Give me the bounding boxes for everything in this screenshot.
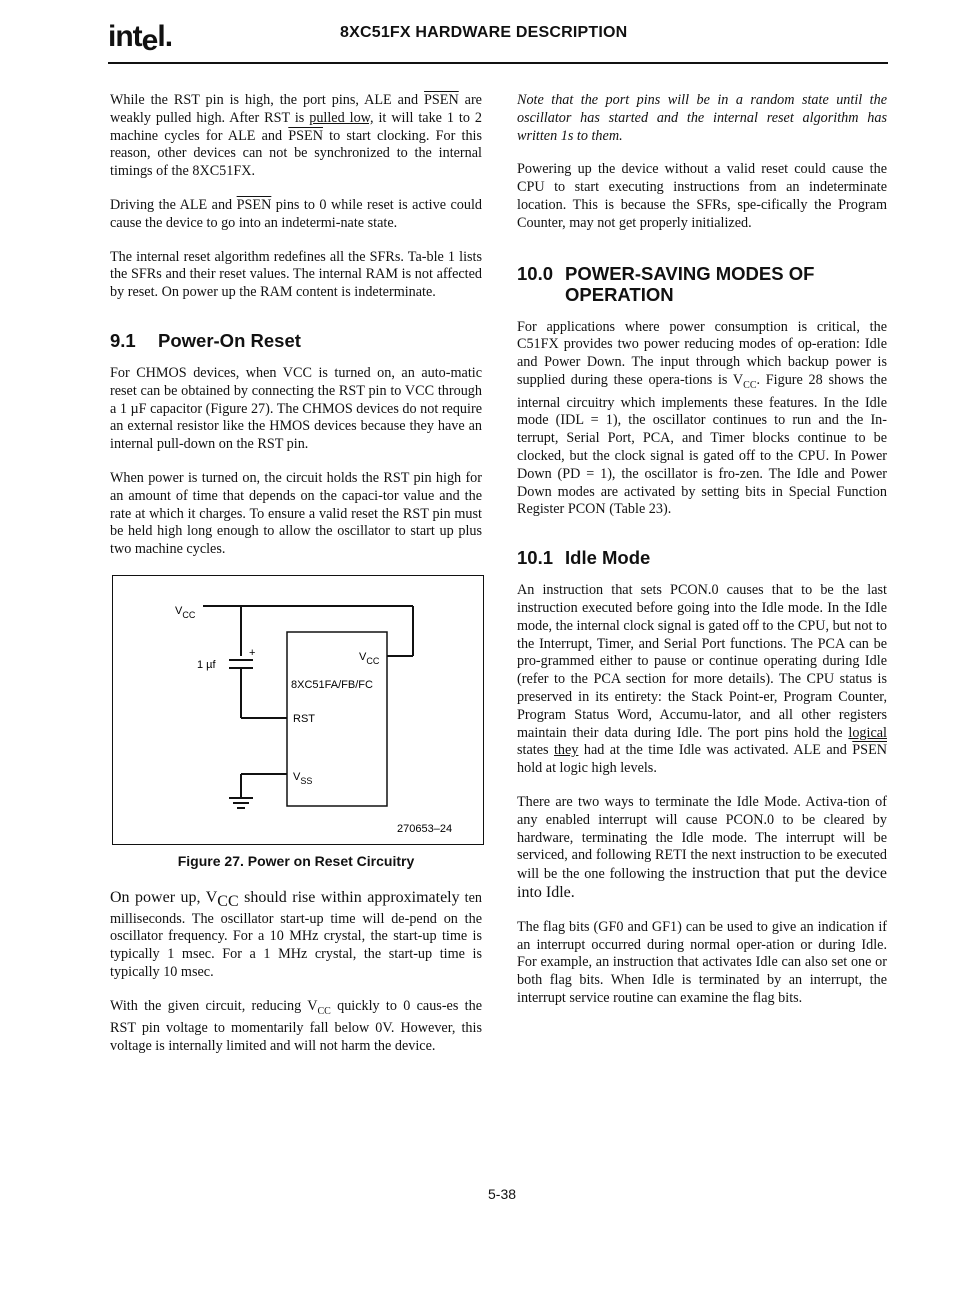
paragraph-driving-ale: Driving the ALE and PSEN pins to 0 while reset is active could cause the device to go into an indetermi-nate state. [110,196,483,231]
header-rule [108,62,888,64]
heading-idle-mode: 10.1 Idle Mode [517,547,651,569]
chip-name: 8XC51FA/FB/FC [291,678,373,691]
figure-reference: 270653–24 [397,822,453,835]
figure-caption: Figure 27. Power on Reset Circuitry [177,852,415,869]
right-column [517,92,887,1024]
chip-vcc-pin: $V_{CC}$ [359,650,380,666]
document-title: 8XC51FX HARDWARE DESCRIPTION [340,24,628,41]
paragraph-chmos: For CHMOS devices, when VCC is turned on, an auto-matic reset can be obtained by connecting the RST pin to VCC through a 1 µF capacitor (Figure 27). The CHMOS devices do not require an external resistor like the HMOS devices because they have an internal pull-down on the RST pin. [110,364,482,453]
vcc-label: $V_{CC}$ [175,604,196,620]
capacitor-plus: + [249,646,256,659]
paragraph-power-on: When power is turned on, the circuit holds the RST pin high for an amount of time that depends on the capaci-tor value and the rate at which it charges. To ensure a valid reset the RST pin must be held high long enough to allow the oscillator to start up plus two machine cycles. [110,469,482,558]
page-number: 5-38 [488,1186,517,1202]
heading-power-on-reset: 9.1 Power-On Reset [110,329,301,351]
paragraph-reset-algorithm: The internal reset algorithm redefines all the SFRs. Ta-ble 1 lists the SFRs and their reset values. The internal RAM is not affected by reset. On power up the RAM content is indeterminate. [110,248,482,301]
paragraph-power-up-vcc: On power up, $V_{CC}$ should rise within approximately ten milliseconds. The oscillator start-up time will de-pend on the oscillator frequency. For a 10 MHz crystal, the start-up time is typically 1 msec. For a 1 MHz crystal, the start-up time is typically 10 msec. [110,888,482,980]
reset-circuit-diagram [113,576,483,844]
paragraph-port-pins-note: Note that the port pins will be in a random state until the oscillator has started and the internal reset algorithm has written 1s to them. [517,92,887,144]
heading-power-saving-modes: 10.0 POWER-SAVING MODES OF OPERATION [517,262,815,305]
paragraph-given-circuit: With the given circuit, reducing $V_{CC}$ quickly to 0 caus-es the RST pin voltage to momentarily fall below 0V. However, this voltage is internally limited and will not harm the device. [110,997,482,1055]
paragraph-terminate-idle: There are two ways to terminate the Idle Mode. Activa-tion of any enabled interrupt will cause PCON.0 to be cleared by hardware, terminating the Idle mode. The interrupt will be serviced, and following RETI the next instruction to be executed will be the one following the instruction that put the device into Idle. [517,793,888,901]
paragraph-idle-instruction: An instruction that sets PCON.0 causes that to be the last instruction executed before going into the Idle mode. In the Idle mode, the internal clock signal is gated off to the CPU, but not to the Interrupt, Timer, and Serial Port functions. The PCA can be pro-grammed either to pause or continue operating during Idle (refer to the PCA section for more details). The CPU status is preserved in its entirety: the Stack Point-er, Program Counter, Program Status Word, Accumu-lator, and all other registers maintain their data during Idle. The port pins hold the logical states they had at the time Idle was activated. ALE and PSEN hold at logic high levels. [517,582,887,777]
paragraph-rst-high: While the RST pin is high, the port pins, ALE and PSEN are weakly pulled high. After RST is pulled low, it will take 1 to 2 machine cycles for ALE and PSEN to start clocking. For this reason, other devices can not be synchronized to the internal timings of the 8XC51FX. [110,92,483,180]
page-header [108,18,888,64]
figure-reset-circuit [112,575,484,845]
paragraph-flag-bits: The flag bits (GF0 and GF1) can be used to give an indication if an interrupt occurred during normal oper-ation or during Idle. For example, an instruction that activates Idle can also set one or both flag bits. When Idle is terminated by an interrupt, the interrupt service routine can examine the flag bits. [517,918,887,1006]
intel-logo: intel. [108,20,173,57]
chip-vss-pin: $V_{SS}$ [293,770,313,786]
chip-rst-pin: RST [293,712,315,725]
paragraph-powering-up: Powering up the device without a valid reset could cause the CPU to start executing instructions from an indeterminate location. This is because the SFRs, spe-cifically the Program Counter, may not get properly initialized. [517,161,887,231]
capacitor-label: 1 µf [197,658,216,671]
paragraph-power-reducing-modes: For applications where power consumption is critical, the C51FX provides two power reducing modes of op-eration: Idle and Power Down. The input through which backup power is supplied during these opera-tions is $V_{CC}$. Figure 28 shows the internal circuitry which implements these features. In the Idle mode (IDL = 1), the oscillator continues to run and the In-terrupt, Serial Port, PCA, and Timer blocks continue to be clocked, but the clock signal is gated off to the CPU. In Power Down (PD = 1), the oscillator is fro-zen. The Idle and Power Down modes are activated by setting bits in Special Function Register PCON (Table 23). [517,318,887,518]
left-column [110,92,482,1072]
